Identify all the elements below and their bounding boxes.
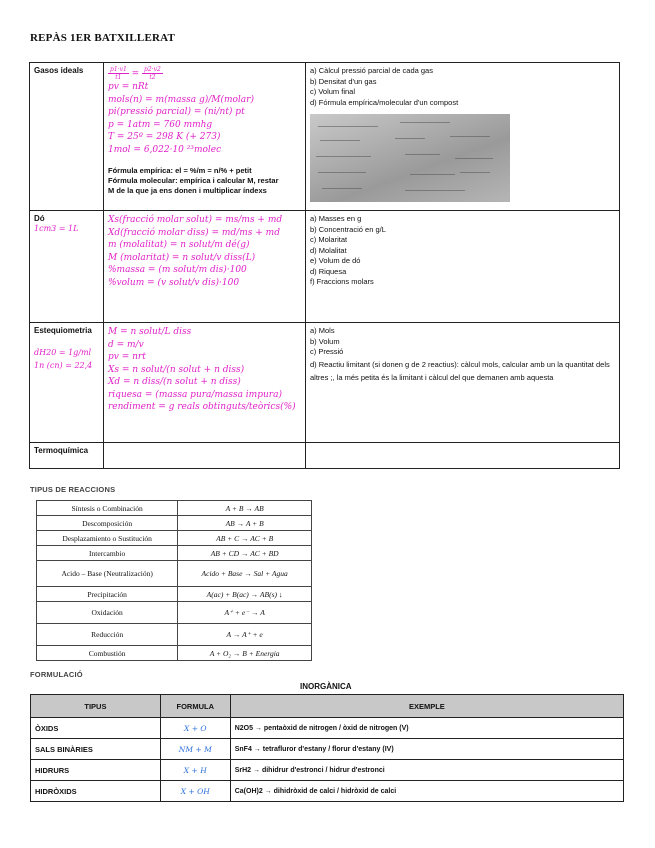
formula: rendiment = g reals obtinguts/teòrics(%) — [108, 402, 296, 412]
list-item: d) Fórmula empírica/molecular d'un compost — [310, 97, 459, 107]
list-item: d) Molalitat — [310, 245, 347, 255]
row-sublabel: dH20 = 1g/ml — [34, 348, 92, 357]
formula: mols(n) = m(massa g)/M(molar) — [108, 94, 254, 105]
summary-table — [29, 62, 620, 469]
table-row: Intercambio AB + CD → AC + BD — [37, 546, 312, 561]
table-row: Precipitación A(ac) + B(ac) → AB(s) ↓ — [37, 587, 312, 602]
list-item: d) Reactiu limitant (si donen g de 2 reactius): càlcul mols, calcular amb un la quantitat dels altres ;, la més petita és la limitant i càlcul del que demanen amb aquesta — [310, 359, 610, 382]
inorganic-heading: INORGÀNICA — [300, 682, 352, 691]
formula: 1mol = 6,022·10 ²³molec — [108, 144, 222, 155]
formula: M (molaritat) = n solut/v diss(L) — [108, 252, 256, 263]
reactions-heading: TIPUS DE REACCIONS — [30, 485, 116, 494]
list-item: d) Riquesa — [310, 266, 347, 276]
formula: %volum = (v solut/v dis)·100 — [108, 277, 240, 288]
note: M de la que ja ens donen i multiplicar índexs — [108, 186, 267, 195]
list-item: a) Mols — [310, 326, 335, 335]
handwritten-notes-photo — [310, 114, 510, 202]
table-row — [30, 443, 620, 469]
table-row: HIDRÒXIDS X + OH Ca(OH)2 → dihidròxid de calci / hidròxid de calci — [31, 781, 624, 802]
row-label: Gasos ideals — [34, 66, 84, 75]
formula: Xs(fracció molar solut) = ms/ms + md — [108, 215, 283, 225]
row-sublabel: 1cm3 = 1L — [34, 224, 79, 233]
table-row: Oxidación A⁺ + e⁻ → A — [37, 602, 312, 624]
table-row: Desplazamiento o Sustitución AB + C → AC + B — [37, 531, 312, 546]
formula: riquesa = (massa pura/massa impura) — [108, 389, 282, 400]
list-item: f) Fraccions molars — [310, 277, 374, 286]
row-label: Estequiometria — [34, 326, 92, 335]
formula: M = n solut/L diss — [108, 327, 192, 337]
formula: Xd = n diss/(n solut + n diss) — [108, 377, 241, 387]
page-title: REPÀS 1ER BATXILLERAT — [30, 32, 175, 44]
list-item: b) Densitat d'un gas — [310, 76, 377, 86]
list-item: e) Volum de dó — [310, 256, 361, 265]
row-label: Termoquímica — [34, 446, 89, 455]
formula: Xs = n solut/(n solut + n diss) — [108, 364, 245, 375]
formula: pv = nRt — [108, 82, 149, 92]
formula: pv = nrt — [108, 352, 146, 362]
row-sublabel: 1n (cn) = 22,4 — [34, 360, 93, 370]
formula: %massa = (m solut/m dis)·100 — [108, 265, 247, 275]
note: Fórmula empírica: el = %/m = n/% + petit — [108, 166, 252, 175]
formula: d = m/v — [108, 339, 144, 350]
table-row — [30, 211, 620, 323]
table-row: Síntesis o Combinación A + B → AB — [37, 501, 312, 516]
formulation-heading: FORMULACIÓ — [30, 670, 83, 679]
table-row — [30, 63, 620, 211]
inorganic-table — [30, 694, 624, 802]
formula: p = 1atm = 760 mmhg — [108, 119, 213, 130]
reactions-table — [36, 500, 312, 661]
formula: m (molalitat) = n solut/m dé(g) — [108, 240, 250, 250]
formula: T = 25º = 298 K (+ 273) — [108, 132, 221, 142]
note: Fórmula molecular: empírica i calcular M, restar — [108, 176, 279, 185]
list-item: a) Masses en g — [310, 214, 362, 223]
table-header-row: TIPUS FORMULA EXEMPLE — [31, 695, 624, 718]
table-row: SALS BINÀRIES NM + M SnF4 → tetrafluror d'estany / florur d'estany (IV) — [31, 739, 624, 760]
formula: pi(pressió parcial) = (ni/nt) pt — [108, 107, 245, 117]
list-item: c) Pressió — [310, 347, 344, 356]
table-row: Acido – Base (Neutralización) Acido + Base → Sal + Agua — [37, 561, 312, 587]
table-row — [30, 323, 620, 443]
list-item: a) Càlcul pressió parcial de cada gas — [310, 66, 433, 75]
formula: Xd(fracció molar diss) = md/ms + md — [108, 227, 280, 238]
table-row: HIDRURS X + H SrH2 → dihidrur d'estronci / hidrur d'estronci — [31, 760, 624, 781]
list-item: b) Concentració en g/L — [310, 224, 386, 234]
table-row: Combustión A + O₂ → B + Energia — [37, 646, 312, 661]
list-item: b) Volum — [310, 336, 340, 346]
list-item: c) Volum final — [310, 87, 356, 96]
table-row: Descomposición AB → A + B — [37, 516, 312, 531]
table-row: Reducción A → A⁺ + e — [37, 624, 312, 646]
row-label: Dó — [34, 214, 45, 223]
gas-law-fraction: $\frac{p1\cdot v1}{t1}$ = $\frac{p2\cdot v2}{t2}$ — [110, 66, 161, 81]
list-item: c) Molaritat — [310, 235, 348, 244]
table-row: ÒXIDS X + O N2O5 → pentaòxid de nitrogen / òxid de nitrogen (V) — [31, 718, 624, 739]
